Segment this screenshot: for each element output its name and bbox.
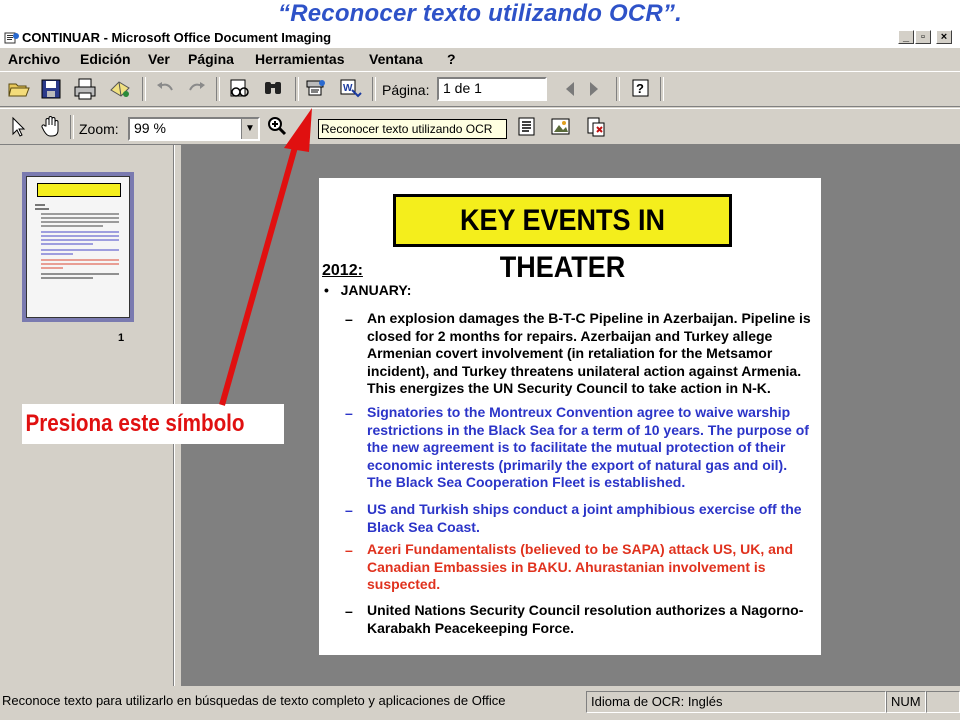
picture-icon[interactable] — [548, 114, 574, 140]
annotation-label — [22, 404, 284, 444]
event-item-5: United Nations Security Council resolution authorizes a Nagorno-Karabakh Peacekeeping Force. — [367, 602, 804, 636]
toolbar-separator — [142, 77, 146, 101]
document-month: JANUARY: — [340, 282, 412, 298]
status-empty-cell — [926, 691, 960, 713]
text-tool-icon[interactable] — [514, 114, 540, 140]
thumbnail-page-number: 1 — [118, 332, 125, 344]
status-bar — [0, 688, 960, 720]
thumbnail-lines — [33, 203, 123, 303]
toolbar-separator — [660, 77, 664, 101]
zoom-value: 99 % — [134, 120, 166, 136]
bullet-dash: – — [345, 603, 353, 619]
menu-ventana[interactable]: Ventana — [369, 51, 423, 67]
svg-text:W: W — [343, 83, 353, 94]
toolbar-separator — [372, 77, 376, 101]
status-help-text: Reconoce texto para utilizarlo en búsquedas de texto completo y aplicaciones de Office — [2, 693, 506, 708]
ocr-icon[interactable] — [303, 76, 329, 102]
annotation-label-text: Presiona este símbolo — [25, 410, 245, 437]
minimize-button[interactable]: _ — [898, 30, 914, 44]
bullet-dash: – — [345, 405, 353, 421]
bullet-dash: – — [345, 502, 353, 518]
select-arrow-icon[interactable] — [4, 114, 30, 140]
next-page-icon[interactable] — [584, 76, 604, 102]
bullet-dash: – — [345, 542, 353, 558]
menu-herramientas[interactable]: Herramientas — [255, 51, 345, 67]
document-heading — [393, 194, 732, 284]
page-label: Página: — [382, 82, 430, 98]
help-icon[interactable] — [628, 76, 654, 102]
window-title: CONTINUAR - Microsoft Office Document Imaging — [22, 30, 332, 45]
thumbnail-page — [26, 176, 130, 318]
page-thumbnail[interactable] — [22, 172, 134, 322]
document-heading-text: KEY EVENTS IN THEATER — [459, 204, 666, 284]
app-icon[interactable] — [4, 31, 20, 45]
ocr-language-status: Idioma de OCR: Inglés — [586, 691, 886, 713]
prev-page-icon[interactable] — [560, 76, 580, 102]
bullet-dot: • — [324, 282, 341, 298]
svg-text:?: ? — [636, 81, 644, 96]
read-view-icon[interactable] — [226, 76, 252, 102]
save-icon[interactable] — [38, 76, 64, 102]
standard-toolbar — [0, 71, 960, 107]
num-lock-indicator: NUM — [886, 691, 926, 713]
rotate-icon[interactable] — [583, 114, 609, 140]
zoom-in-icon[interactable] — [264, 114, 290, 140]
page-field[interactable]: 1 de 1 — [437, 77, 547, 101]
chevron-down-icon[interactable]: ▼ — [241, 119, 258, 139]
event-item-1: An explosion damages the B-T-C Pipeline in Azerbaijan. Pipeline is closed for 2 months for repairs. Azerbaijan and Turkey allege Armenian covert involvement (in retaliation for the Metsamor incident), and Turkey threatens unilateral action against Armenia. This energizes the UN Security Council to take action in N-K. — [367, 310, 811, 396]
menu-edicion[interactable]: Edición — [80, 51, 131, 67]
toolbar-separator — [295, 77, 299, 101]
send-icon[interactable] — [107, 76, 133, 102]
event-item-4: Azeri Fundamentalists (believed to be SAPA) attack US, UK, and Canadian Embassies in BAKU. Ahurastanian involvement is suspected. — [367, 541, 794, 592]
menu-pagina[interactable]: Página — [188, 51, 234, 67]
zoom-select[interactable] — [128, 117, 260, 141]
undo-icon[interactable] — [152, 76, 178, 102]
slide-title — [0, 0, 960, 28]
menu-bar — [0, 48, 960, 70]
close-button[interactable]: × — [936, 30, 952, 44]
toolbar-separator — [216, 77, 220, 101]
hand-icon[interactable] — [38, 114, 64, 140]
event-item-3: US and Turkish ships conduct a joint amphibious exercise off the Black Sea Coast. — [367, 501, 802, 535]
title-bar[interactable] — [0, 28, 960, 48]
document-page — [319, 178, 821, 655]
redo-icon[interactable] — [184, 76, 210, 102]
bullet-dash: – — [345, 311, 353, 327]
slide-title-text: “Reconocer texto utilizando OCR”. — [278, 0, 682, 27]
document-month-label — [324, 282, 411, 300]
ocr-tooltip: Reconocer texto utilizando OCR — [318, 119, 507, 139]
toolbar-separator — [70, 115, 74, 139]
document-year: 2012: — [322, 262, 363, 279]
find-icon[interactable] — [260, 76, 286, 102]
menu-help[interactable]: ? — [447, 51, 456, 67]
event-item-2: Signatories to the Montreux Convention agree to waive warship restrictions in the Black Sea for a term of 10 years. The purpose of the new agreement is to facilitate the mutual protection of their economic interests (primarily the export of natural gas and oil). The Black Sea Cooperation Fleet is established. — [367, 404, 809, 490]
toolbar-separator — [616, 77, 620, 101]
zoom-label: Zoom: — [79, 121, 119, 137]
menu-archivo[interactable]: Archivo — [8, 51, 61, 67]
send-to-word-icon[interactable] — [338, 76, 364, 102]
thumbnail-heading-box — [37, 183, 121, 197]
print-icon[interactable] — [72, 76, 98, 102]
open-icon[interactable] — [6, 76, 32, 102]
maximize-button[interactable]: ▫ — [915, 30, 931, 44]
document-pane — [182, 145, 960, 686]
menu-ver[interactable]: Ver — [148, 51, 170, 67]
